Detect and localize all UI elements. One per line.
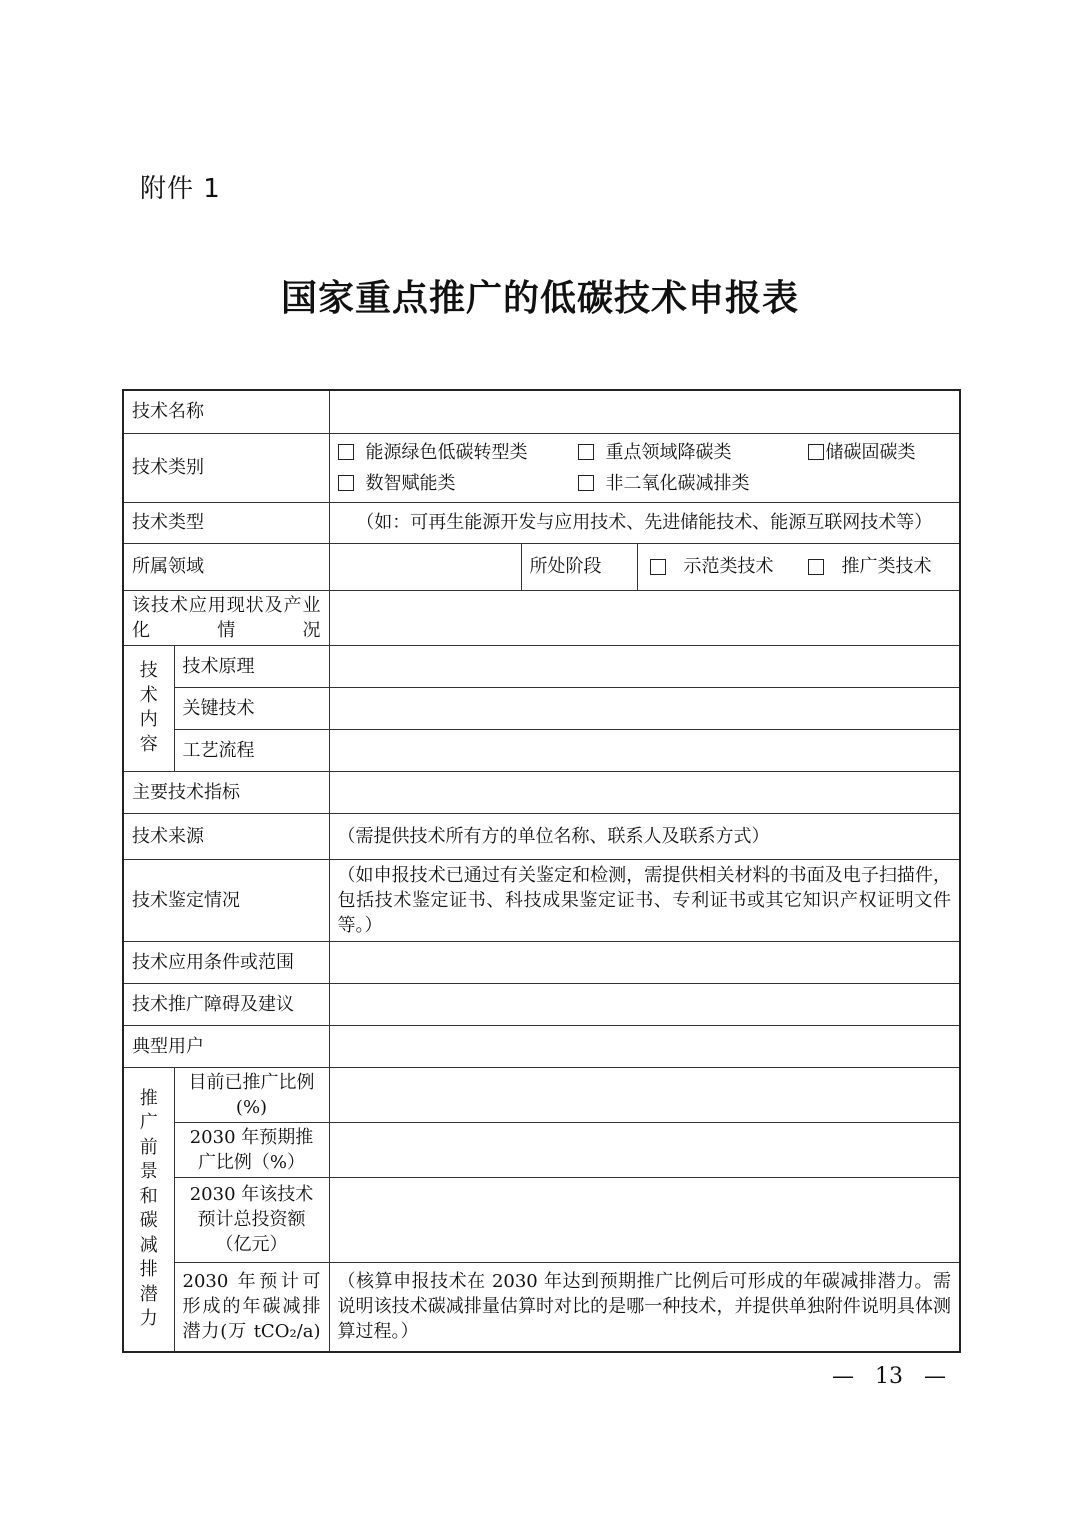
barriers-label: 技术推广障碍及建议 [123,983,329,1025]
row-investment-2030 [123,1177,960,1262]
investment-2030-field[interactable] [329,1177,960,1262]
indicators-label: 主要技术指标 [123,771,329,813]
checkbox-icon[interactable] [578,475,594,491]
checkbox-icon[interactable] [808,444,824,460]
tech-name-field[interactable] [329,390,960,433]
checkbox-icon[interactable] [578,444,594,460]
field-value[interactable] [329,543,521,590]
potential-2030-label: 2030 年预计可 形成的年碳减排 潜力(万 tCO₂/a) [174,1262,329,1352]
application-form-table [122,389,961,1353]
potential-2030-hint[interactable]: （核算申报技术在 2030 年达到预期推广比例后可形成的年碳减排潜力。需说明该技术碳减排量估算时对比的是哪一种技术，并提供单独附件说明具体测算过程。） [329,1262,960,1352]
category-option-digital[interactable]: 数智赋能类 [338,471,578,496]
appraisal-hint[interactable]: （如申报技术已通过有关鉴定和检测，需提供相关材料的书面及电子扫描件，包括技术鉴定证书、科技成果鉴定证书、专利证书或其它知识产权证明文件等。） [329,859,960,941]
category-option-non-co2[interactable]: 非二氧化碳减排类 [578,471,808,496]
status-field[interactable] [329,590,960,645]
row-ratio-2030 [123,1122,960,1177]
attachment-label: 附件 1 [140,174,221,204]
tech-category-options [329,433,960,502]
row-barriers [123,983,960,1025]
current-ratio-field[interactable] [329,1067,960,1122]
stage-options [637,543,960,590]
checkbox-icon[interactable] [808,559,824,575]
tech-content-group-label: 技 术 内 容 [123,645,174,771]
tech-type-label: 技术类型 [123,502,329,543]
conditions-field[interactable] [329,941,960,983]
row-appraisal [123,859,960,941]
row-field-stage [123,543,960,590]
status-label: 该技术应用现状及产业化情况 [123,590,329,645]
row-typical-users [123,1025,960,1067]
barriers-field[interactable] [329,983,960,1025]
ratio-2030-label: 2030 年预期推 广比例（%） [174,1122,329,1177]
row-current-ratio [123,1067,960,1122]
tech-category-label: 技术类别 [123,433,329,502]
source-hint[interactable]: （需提供技术所有方的单位名称、联系人及联系方式） [329,813,960,859]
ratio-2030-field[interactable] [329,1122,960,1177]
checkbox-icon[interactable] [338,444,354,460]
page-number: — 13 — [832,1364,946,1389]
row-conditions [123,941,960,983]
stage-option-promotion[interactable]: 推广类技术 [808,554,932,579]
indicators-field[interactable] [329,771,960,813]
category-option-energy[interactable]: 能源绿色低碳转型类 [338,440,578,465]
row-source [123,813,960,859]
principle-label: 技术原理 [174,645,329,687]
stage-label: 所处阶段 [521,543,637,590]
principle-field[interactable] [329,645,960,687]
category-option-key-sectors[interactable]: 重点领域降碳类 [578,440,808,465]
key-tech-field[interactable] [329,687,960,729]
row-tech-type [123,502,960,543]
row-key-tech [123,687,960,729]
row-application-status [123,590,960,645]
row-tech-category [123,433,960,502]
tech-type-hint[interactable]: （如：可再生能源开发与应用技术、先进储能技术、能源互联网技术等） [329,502,960,543]
stage-option-demo[interactable]: 示范类技术 [650,554,774,579]
checkbox-icon[interactable] [338,475,354,491]
process-field[interactable] [329,729,960,771]
process-label: 工艺流程 [174,729,329,771]
row-potential-2030 [123,1262,960,1352]
users-field[interactable] [329,1025,960,1067]
row-principle [123,645,960,687]
form-title: 国家重点推广的低碳技术申报表 [280,277,799,319]
conditions-label: 技术应用条件或范围 [123,941,329,983]
row-process [123,729,960,771]
users-label: 典型用户 [123,1025,329,1067]
investment-2030-label: 2030 年该技术 预计总投资额 （亿元） [174,1177,329,1262]
current-ratio-label: 目前已推广比例 (%) [174,1067,329,1122]
row-indicators [123,771,960,813]
tech-name-label: 技术名称 [123,390,329,433]
row-tech-name [123,390,960,433]
category-option-carbon-storage[interactable]: 储碳固碳类 [808,440,952,465]
key-tech-label: 关键技术 [174,687,329,729]
source-label: 技术来源 [123,813,329,859]
checkbox-icon[interactable] [650,559,666,575]
appraisal-label: 技术鉴定情况 [123,859,329,941]
field-label: 所属领域 [123,543,329,590]
prospect-group-label: 推 广 前 景 和 碳 减 排 潜 力 [123,1067,174,1352]
